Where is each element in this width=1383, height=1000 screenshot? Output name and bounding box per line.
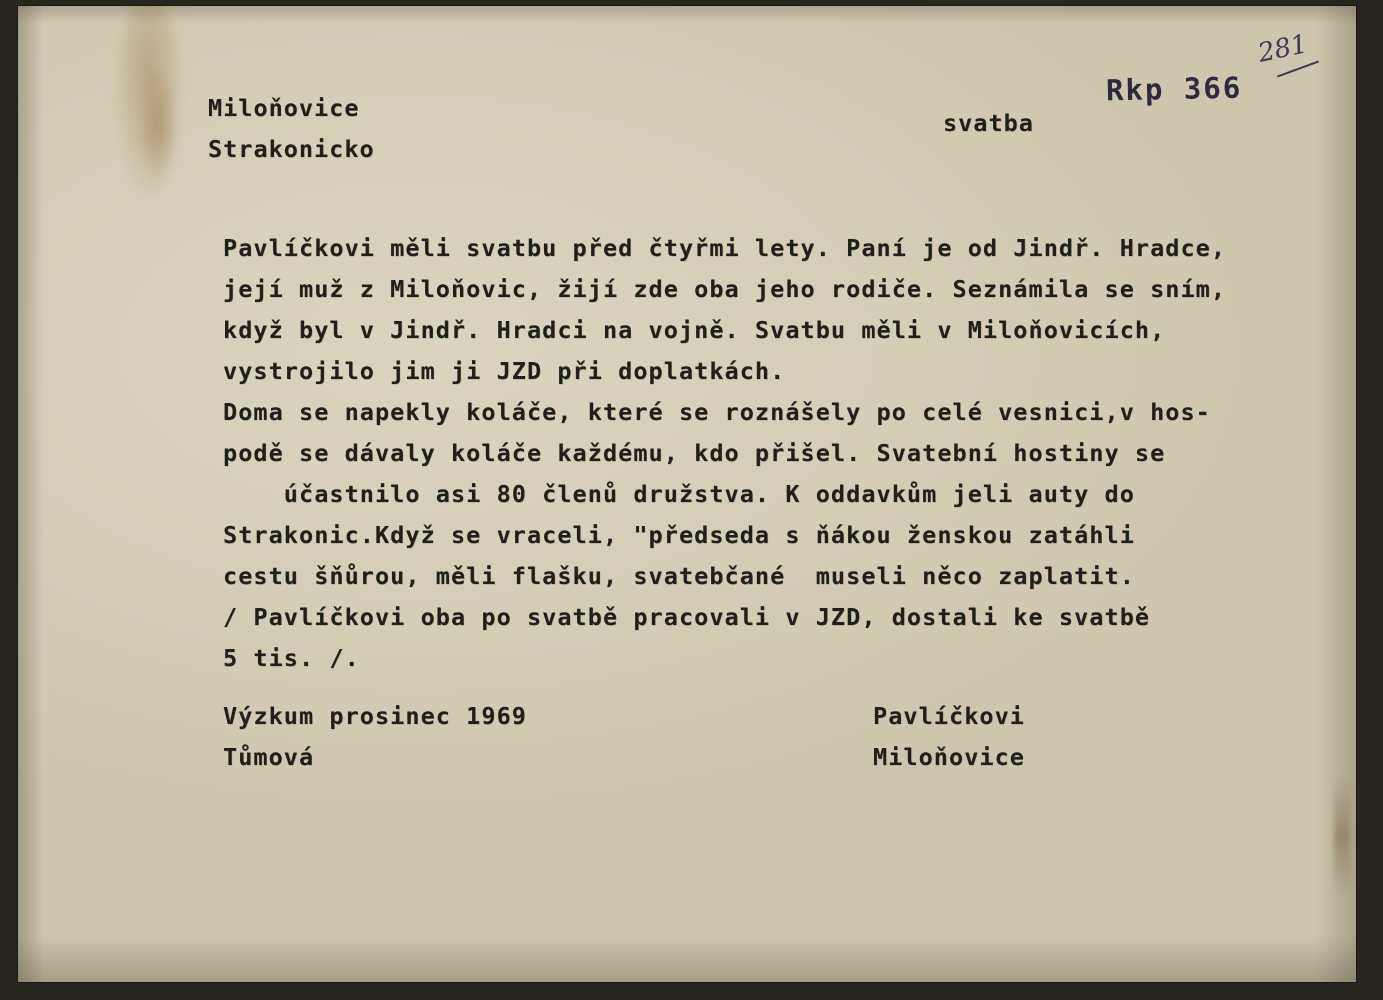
paper-stain-secondary [138,66,178,186]
body-line: vystrojilo jim ji JZD při doplatkách. [223,357,786,385]
header-region: Strakonicko [208,135,375,163]
body-line: cestu šňůrou, měli flašku, svatebčané museli něco zaplatit. [223,562,1135,590]
paper-edge-shadow-left [18,6,44,982]
body-line: podě se dávaly koláče každému, kdo přišel. Svatební hostiny se [223,439,1166,467]
paper-tear-mark [1334,776,1350,896]
footer-row [223,696,1223,737]
paper-edge-shadow-bottom [18,936,1356,982]
footer-row [223,737,1223,778]
body-line: když byl v Jindř. Hradci na vojně. Svatbu měli v Miloňovicích, [223,316,1166,344]
header-topic: svatba [943,109,1034,137]
document-body [223,228,1313,679]
body-line: Strakonic.Když se vraceli, "předseda s ňákou ženskou zatáhli [223,521,1135,549]
informant-place: Miloňovice [873,743,1025,771]
research-date: Výzkum prosinec 1969 [223,702,527,730]
body-line: její muž z Miloňovic, žijí zde oba jeho rodiče. Seznámila se sním, [223,275,1227,303]
document-card [18,6,1356,982]
body-line: Doma se napekly koláče, které se roznášely po celé vesnici,v hos- [223,398,1211,426]
header-place: Miloňovice [208,94,360,122]
document-footer [223,696,1223,778]
informant-name: Pavlíčkovi [873,702,1025,730]
body-line: Pavlíčkovi měli svatbu před čtyřmi lety. Paní je od Jindř. Hradce, [223,234,1227,262]
catalog-mark: Rkp 366 [1105,70,1243,108]
page-number: 281 [1255,29,1311,69]
researcher-name: Tůmová [223,743,315,771]
body-line: 5 tis. /. [223,644,360,672]
paper-edge-shadow-top [18,6,1356,24]
body-line: / Pavlíčkovi oba po svatbě pracovali v JZD, dostali ke svatbě [223,603,1151,631]
body-line: účastnilo asi 80 členů družstva. K oddavkům jeli auty do [223,480,1135,508]
paper-stain [114,6,184,196]
